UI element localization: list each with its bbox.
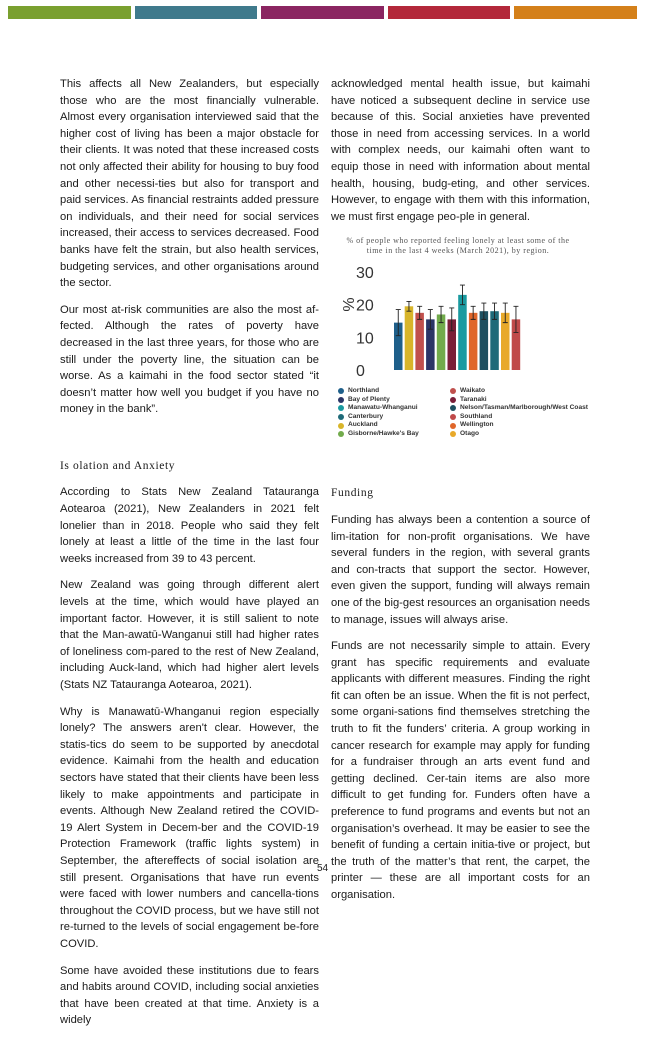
paragraph: Our most at-risk communities are also the most af-fected. Although the rates of poverty have decreased in the last three years, for those who are still under the poverty line, the situation can be worse. As a kaimahi in the food sector stated “it doesn’t matter how well you budget if you have no money in the bank”. [60, 303, 319, 416]
legend-label: Gisborne/Hawke's Bay [348, 429, 419, 437]
legend-swatch [450, 414, 456, 420]
legend-item [338, 404, 450, 413]
legend-swatch [450, 431, 456, 437]
legend-swatch [338, 405, 344, 411]
legend-swatch [338, 414, 344, 420]
legend-swatch [450, 423, 456, 429]
legend-label: Waikato [460, 387, 486, 394]
chart-legend [338, 387, 588, 439]
y-tick-label: 20 [356, 297, 374, 315]
legend-swatch [338, 423, 344, 429]
paragraph: This affects all New Zealanders, but especially those who are the most financially vulnerable. Almost every organisation interviewed said that the higher cost of living has been a major obstacle for their clients. It was noted that these increased costs not only affected their ability for housing to buy food and other necessi-ties but also for transport and paid services. As financial restraints added pressure on individuals, and their need for social services increased, their access to services decreased. Food banks have felt the strain, but also health services, budgeting services, and other organisations around the sector. [60, 78, 319, 290]
legend-item [338, 413, 450, 422]
paragraph: Some have avoided these institutions due to fears and habits around COVID, including social anxieties that have been created at that time. Anxiety is a widely [60, 964, 319, 1027]
legend-label: Southland [460, 412, 493, 420]
legend-label: Northland [348, 387, 380, 394]
legend-swatch [450, 405, 456, 411]
bar-nelson-tasman-marlborough-west-coast [480, 311, 489, 370]
legend-label: Wellington [460, 421, 494, 429]
color-bar-segment [388, 6, 511, 19]
y-tick-label: 30 [356, 265, 374, 282]
legend-item [450, 396, 580, 405]
legend-item [450, 421, 580, 430]
section-heading-funding: Funding [331, 487, 374, 500]
legend-swatch [338, 397, 344, 403]
section-heading-isolation: Is olation and Anxiety [60, 459, 176, 472]
bar-manawatu-whanganui [458, 295, 467, 370]
legend-item [338, 421, 450, 430]
legend-item [338, 387, 450, 396]
left-column [60, 76, 319, 1039]
legend-item [450, 413, 580, 422]
legend-label: Manawatu-Whanganui [348, 404, 418, 412]
legend-label: Bay of Plenty [348, 395, 390, 403]
loneliness-chart [338, 236, 588, 446]
legend-label: Taranaki [460, 395, 487, 403]
header-color-bar [8, 6, 637, 19]
paragraph: Funding has always been a contention a source of lim-itation for non-profit organisations. We have several funders in the region, with several grants and con-tracts that support the sector. However, even given the support, funding will always remain one of the big-gest resources an organisation needs to manage, issues will always arise. [331, 513, 590, 626]
color-bar-segment [135, 6, 258, 19]
legend-item [450, 387, 580, 396]
bar-wellington [469, 313, 478, 370]
chart-title: % of people who reported feeling lonely at least some of the time in the last 4 weeks (March 2021), by region. [346, 236, 570, 255]
paragraph: According to Stats New Zealand Tatauranga Aotearoa (2021), New Zealanders in 2021 felt lonelier than in 2018. People who said they felt lonely at least a little of the time in the last four weeks increased from 39 to 43 percent. [60, 486, 319, 565]
legend-label: Canterbury [348, 412, 384, 420]
y-tick-label: 0 [356, 363, 365, 380]
color-bar-segment [514, 6, 637, 19]
bar-auckland [405, 306, 414, 370]
legend-swatch [450, 397, 456, 403]
paragraph: New Zealand was going through different alert levels at the time, which would have played an important factor. However, it is still salient to note that the Man-awatū-Wanganui still had higher rates of loneliness com-pared to the rest of New Zealand, including Auck-land, which had higher alert levels (Stats NZ Tatauranga Aotearoa, 2021). [60, 579, 319, 691]
legend-item [338, 430, 450, 439]
paragraph: Funds are not necessarily simple to attain. Every grant has specific requirements and evaluate applicants with different measures. Finding the right fit can often be an issue. When the fit is not perfect, some organi-sations find themselves stretching the truth to fit the funders’ criteria. A group working in cancer research for example may apply for funding for a fundraiser through an arts event fund and getting declined. Cer-tain items are also more difficult to get funding for. Funders often have a preference to fund programs and events but not an organisation’s overhead. It may be easier to see the benefit of funding a certain initia-tive or project, but the truth of the matter’s that rent, the carpet, the printer — these are all important costs for an organisation. [331, 640, 590, 901]
page-number: 54 [316, 863, 329, 874]
paragraph: Why is Manawatū-Whanganui region especially lonely? The answers aren't clear. However, the statis-tics do seem to be supported by anecdotal evidence. Kaimahi from the health and education sectors have stated that their clients have been less likely to make appointments and participate in events. Although New Zealand retired the COVID-19 Alert System in Decem-ber and the COVID-19 Protection Framework (traffic lights system) in September, the aftereffects of social isolation are still present. Organisations that have run events were faced with lower numbers and cancella-tions throughout the COVID process, but we have still not re-turned to the levels of social engagement be-fore COVID. [60, 705, 319, 950]
bar-waikato [415, 313, 424, 370]
color-bar-segment [8, 6, 131, 19]
legend-item [450, 404, 588, 413]
legend-item [450, 430, 580, 439]
color-bar-segment [261, 6, 384, 19]
legend-label: Otago [460, 429, 480, 437]
legend-label: Nelson/Tasman/Marlborough/West Coast [460, 404, 588, 412]
chart-plot [338, 258, 578, 380]
legend-swatch [450, 388, 456, 394]
legend-label: Auckland [348, 421, 378, 429]
bar-canterbury [490, 311, 499, 370]
legend-swatch [338, 431, 344, 437]
legend-item [338, 396, 450, 405]
legend-swatch [338, 388, 344, 394]
y-tick-label: 10 [356, 330, 374, 348]
paragraph: acknowledged mental health issue, but kaimahi have noticed a subsequent decline in service use because of this. Social anxieties have prevented those in need from accessing services. In a world with complex needs, our kaimahi often want to equip those in need with information about mental health, housing, budg-eting, and other services. However, to engage with them with this information, we must first engage peo-ple in general. [331, 78, 590, 223]
right-column [331, 76, 590, 914]
y-axis-label: % [341, 297, 358, 312]
